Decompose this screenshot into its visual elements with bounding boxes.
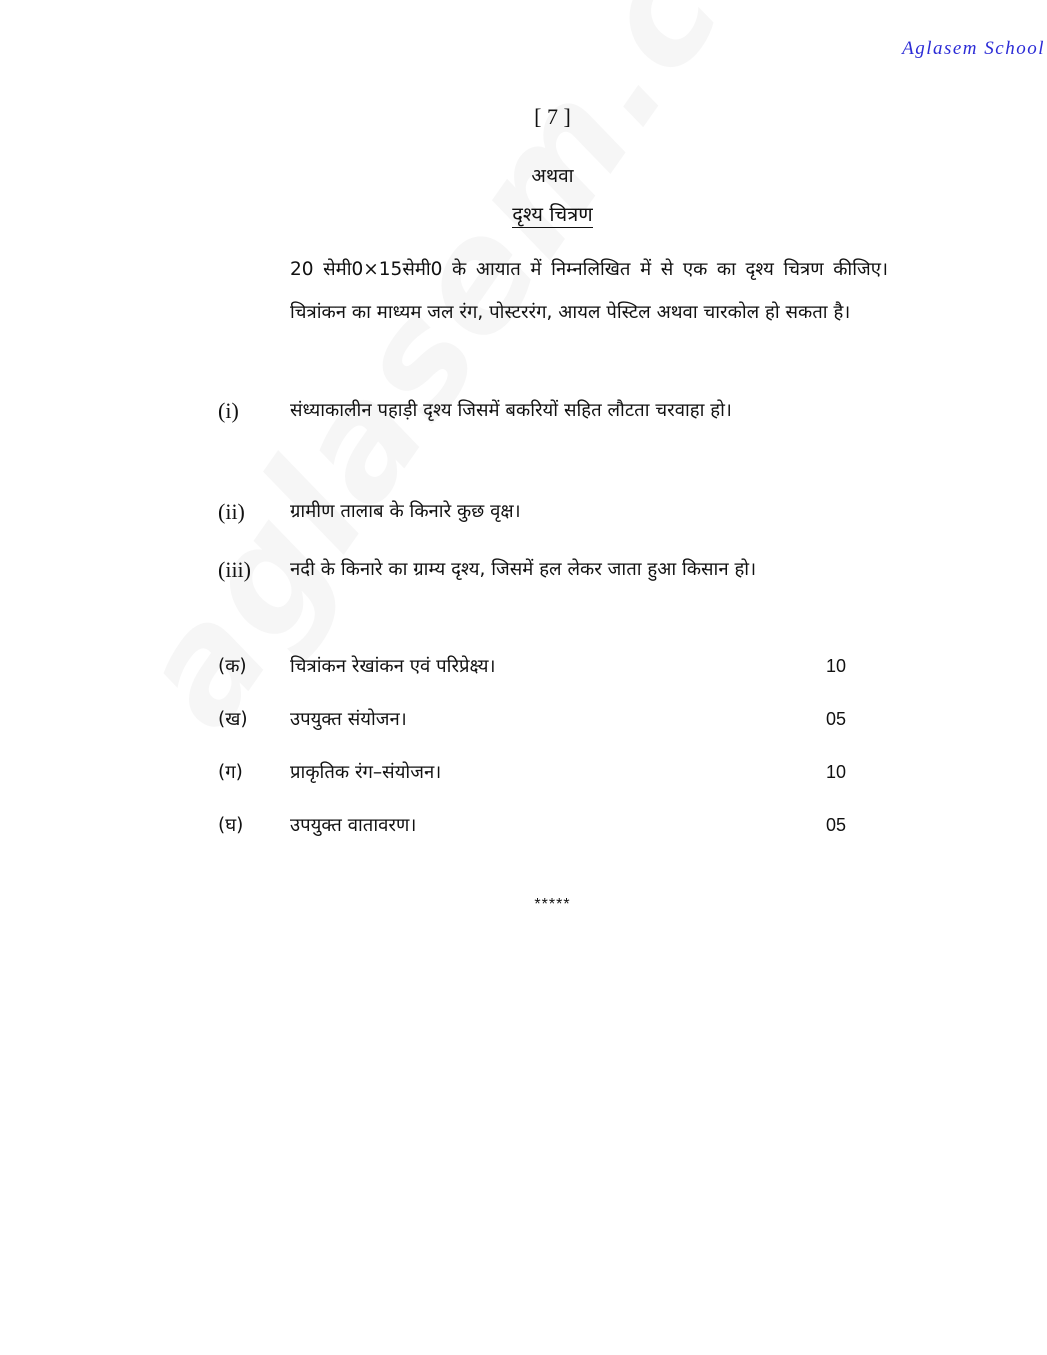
criteria-item-3 [218, 751, 898, 794]
criteria-item-2 [218, 698, 898, 741]
page-number: [ 7 ] [534, 104, 571, 129]
criteria-item-4 [218, 804, 898, 847]
option-item-3 [218, 548, 898, 638]
criteria-marks: 10 [826, 762, 847, 782]
option-item-2 [218, 490, 898, 533]
brand-label: Aglasem School [902, 38, 1045, 59]
criteria-marks: 10 [826, 656, 847, 676]
option-text: नदी के किनारे का ग्राम्य दृश्य, जिसमें हल लेकर जाता हुआ किसान हो। [290, 559, 757, 580]
option-label: (ii) [218, 499, 245, 524]
alternative-label: अथवा [531, 165, 574, 187]
criteria-label: (ग) [218, 762, 243, 783]
end-marker: ***** [534, 896, 571, 913]
section-title-text: दृश्य चित्रण [512, 202, 593, 226]
criteria-text: उपयुक्त वातावरण। [290, 815, 417, 836]
option-text: ग्रामीण तालाब के किनारे कुछ वृक्ष। [290, 501, 521, 522]
option-item-1 [218, 389, 898, 479]
instruction-paragraph: 20 सेमी0×15सेमी0 के आयात में निम्नलिखित में से एक का दृश्य चित्रण कीजिए। चित्रांकन का माध्यम जल रंग, पोस्टररंग, आयल पेस्टिल अथवा चारकोल हो सकता है। [290, 259, 888, 323]
criteria-label: (घ) [218, 815, 244, 836]
criteria-marks: 05 [826, 815, 847, 835]
criteria-text: चित्रांकन रेखांकन एवं परिप्रेक्ष्य। [290, 656, 496, 677]
criteria-item-1 [218, 645, 898, 688]
criteria-label: (क) [218, 656, 247, 677]
section-title [0, 200, 1047, 227]
criteria-text: उपयुक्त संयोजन। [290, 709, 407, 730]
option-label: (iii) [218, 557, 251, 582]
criteria-marks: 05 [826, 709, 847, 729]
criteria-text: प्राकृतिक रंग–संयोजन। [290, 762, 442, 783]
option-text: संध्याकालीन पहाड़ी दृश्य जिसमें बकरियों सहित लौटता चरवाहा हो। [290, 400, 732, 421]
option-label: (i) [218, 398, 239, 423]
criteria-label: (ख) [218, 709, 248, 730]
